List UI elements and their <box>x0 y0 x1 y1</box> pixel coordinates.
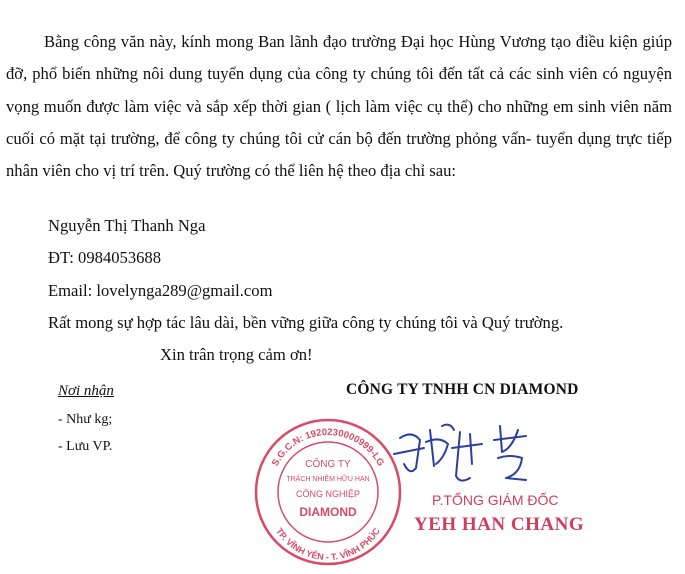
stamp-ring-bottom: TP. VĨNH YÊN - T. VĨNH PHÚC <box>274 526 382 563</box>
company-name: CÔNG TY TNHH CN DIAMOND <box>346 381 579 398</box>
contact-email: Email: lovelynga289@gmail.com <box>48 281 273 300</box>
recipient-item: - Lưu VP. <box>58 439 113 454</box>
stamp-line1: CÔNG TY <box>305 459 351 470</box>
director-name: YEH HAN CHANG <box>414 514 585 535</box>
body-paragraph <box>6 26 672 187</box>
director-title: P.TỔNG GIÁM ĐỐC <box>432 492 559 508</box>
thanks-line: Xin trân trọng cảm ơn! <box>160 345 313 364</box>
stamp-line4: DIAMOND <box>299 505 357 519</box>
svg-text:TP. VĨNH YÊN - T. VĨNH PHÚC <box>274 526 382 562</box>
handwritten-signature <box>390 418 560 493</box>
contact-name: Nguyễn Thị Thanh Nga <box>48 216 206 235</box>
recipient-item: - Như kg; <box>58 412 113 427</box>
company-stamp <box>253 417 403 567</box>
body-paragraph-text: Bằng công văn này, kính mong Ban lãnh đạo trường Đại học Hùng Vương tạo điều kiện giúp đỡ, phổ biến những nôi dung tuyển dụng của công ty chúng tôi đến tất cả các sinh viên có nguyện vọng muốn được làm việc và sắp xếp thời gian ( lịch làm việc cụ thể) cho những em sinh viên năm cuối có mặt tại trường, để công ty chúng tôi cử cán bộ đến trường phỏng vấn- tuyển dụng trực tiếp nhân viên cho vị trí trên. Quý trường có thể liên hệ theo địa chỉ sau: <box>6 32 672 181</box>
stamp-ring-text: S.G.C.N: 1920230000999-LG <box>269 426 387 469</box>
contact-phone: ĐT: 0984053688 <box>48 248 162 267</box>
stamp-line2: TRÁCH NHIỆM HỮU HẠN <box>286 476 370 483</box>
closing-sentence: Rất mong sự hợp tác lâu dài, bền vững giữa công ty chúng tôi và Quý trường. <box>48 313 564 332</box>
stamp-line3: CÔNG NGHIỆP <box>295 489 361 499</box>
recipients-title: Nơi nhận <box>58 383 114 399</box>
